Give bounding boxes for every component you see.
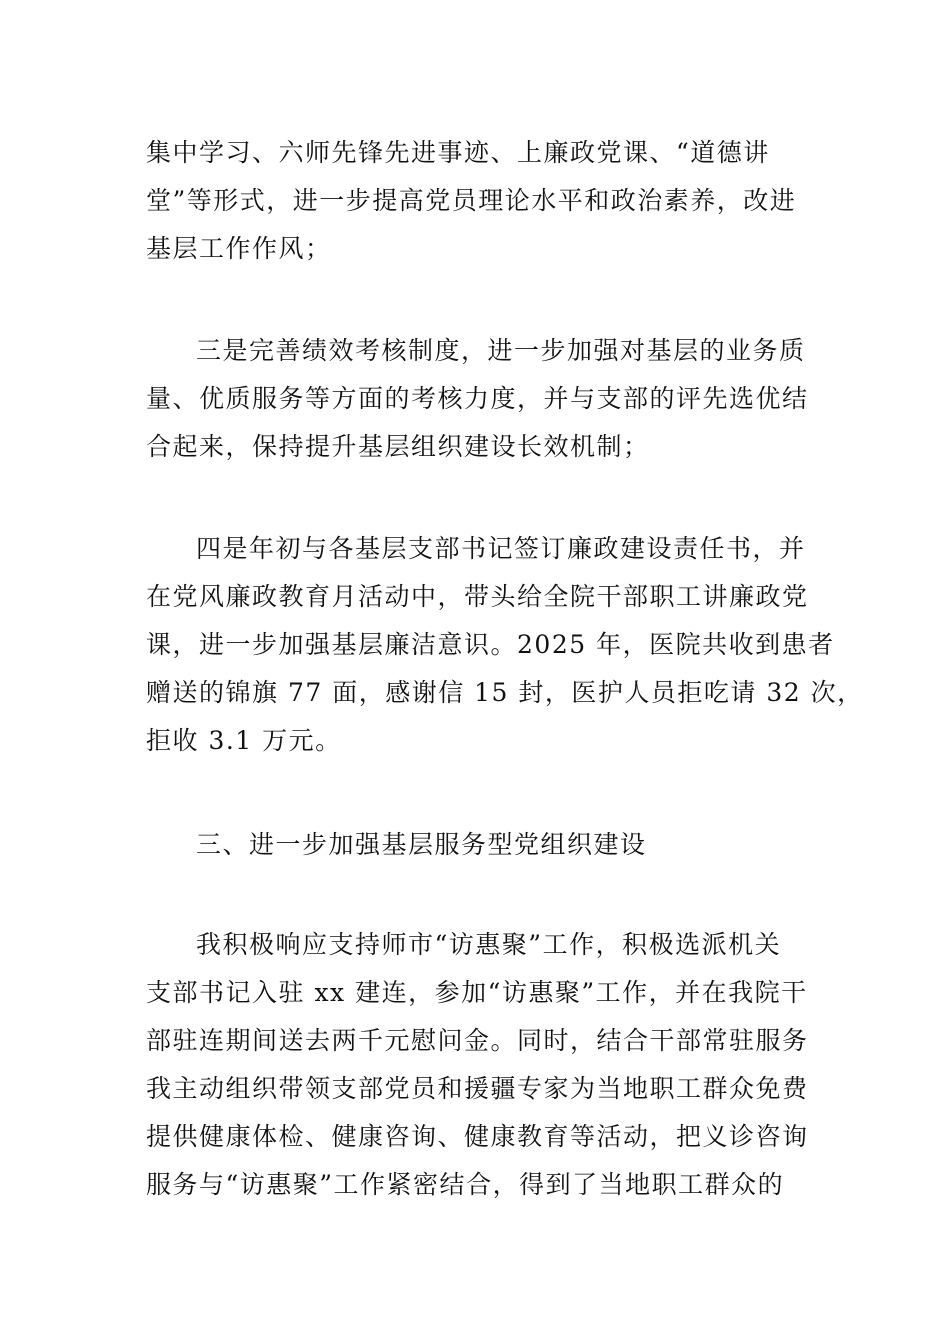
paragraph-5-line-1: 我积极响应支持师市“访惠聚”工作，积极选派机关 (196, 930, 782, 959)
paragraph-2-line-3: 合起来，保持提升基层组织建设长效机制； (146, 432, 650, 461)
paragraph-1-line-2: 堂”等形式，进一步提高党员理论水平和政治素养，改进 (146, 186, 797, 215)
paragraph-1-line-3: 基层工作作风； (146, 234, 332, 263)
paragraph-3-line-1: 四是年初与各基层支部书记签订廉政建设责任书，并 (196, 534, 806, 563)
paragraph-3-line-3: 课，进一步加强基层廉洁意识。2025 年，医院共收到患者 (146, 630, 835, 659)
paragraph-3-line-5: 拒收 3.1 万元。 (146, 726, 342, 755)
paragraph-5-line-4: 我主动组织带领支部党员和援疆专家为当地职工群众免费 (146, 1074, 809, 1103)
paragraph-1-line-1: 集中学习、六师先锋先进事迹、上廉政党课、“道德讲 (146, 138, 770, 167)
paragraph-5-line-6: 服务与“访惠聚”工作紧密结合，得到了当地职工群众的 (146, 1170, 785, 1199)
paragraph-2-line-2: 量、优质服务等方面的考核力度，并与支部的评先选优结 (146, 384, 809, 413)
paragraph-2-line-1: 三是完善绩效考核制度，进一步加强对基层的业务质 (196, 336, 806, 365)
paragraph-3-line-2: 在党风廉政教育月活动中，带头给全院干部职工讲廉政党 (146, 582, 809, 611)
section-heading: 三、进一步加强基层服务型党组织建设 (196, 830, 647, 859)
paragraph-3-line-4: 赠送的锦旗 77 面，感谢信 15 封，医护人员拒吃请 32 次， (146, 678, 864, 707)
paragraph-5-line-2: 支部书记入驻 xx 建连，参加“访惠聚”工作，并在我院干 (146, 978, 808, 1007)
paragraph-5-line-5: 提供健康体检、健康咨询、健康教育等活动，把义诊咨询 (146, 1122, 809, 1151)
paragraph-5-line-3: 部驻连期间送去两千元慰问金。同时，结合干部常驻服务 (146, 1026, 809, 1055)
